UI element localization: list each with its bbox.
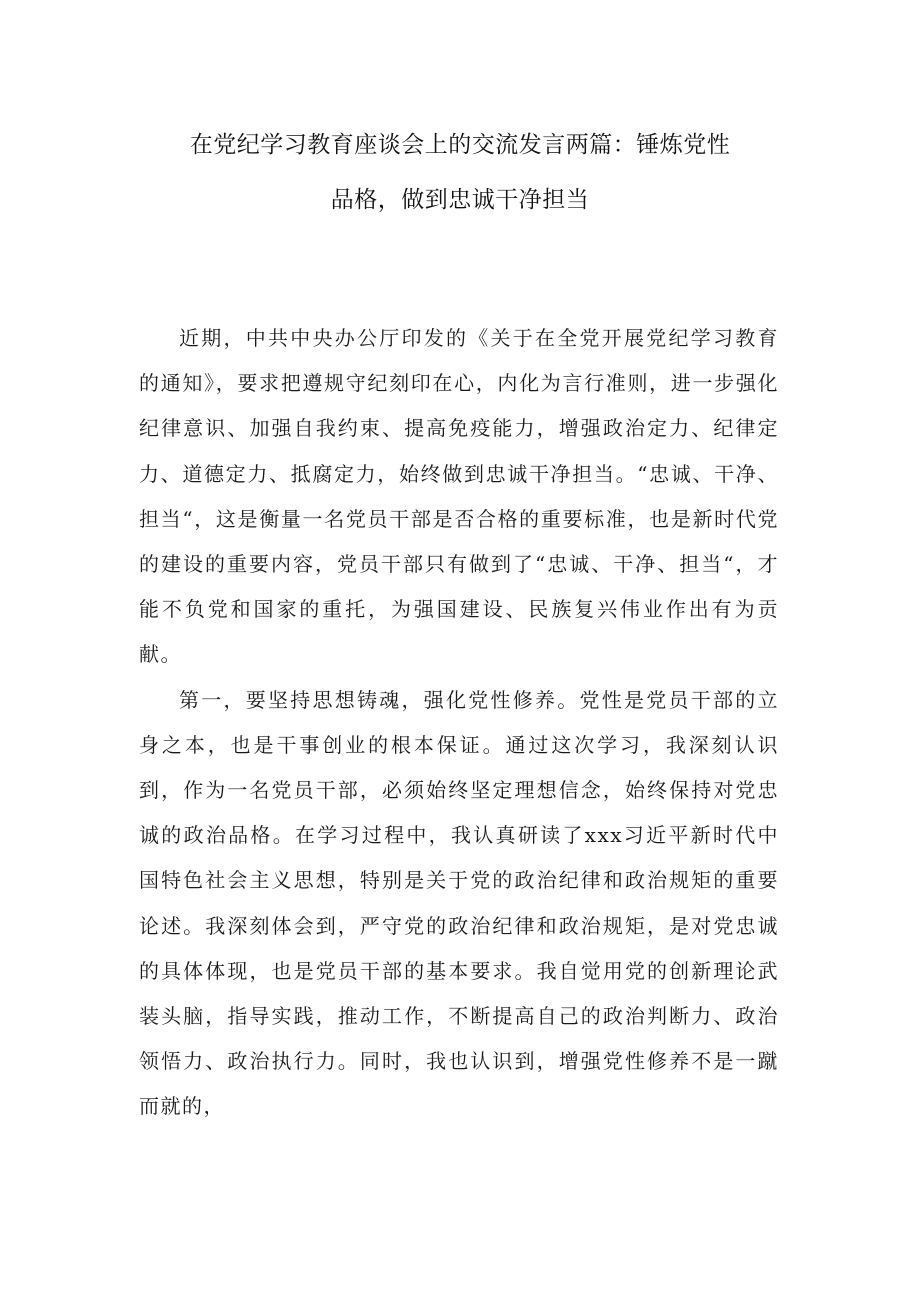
document-body [139, 316, 779, 1130]
paragraph-intro: 近期，中共中央办公厅印发的《关于在全党开展党纪学习教育的通知》，要求把遵规守纪刻印在心，内化为言行准则，进一步强化纪律意识、加强自我约束、提高免疫能力，增强政治定力、纪律定力、道德定力、抵腐定力，始终做到忠诚干净担当。“忠诚、干净、担当“，这是衡量一名党员干部是否合格的重要标准，也是新时代党的建设的重要内容，党员干部只有做到了“忠诚、干净、担当“，才能不负党和国家的重托，为强国建设、民族复兴伟业作出有为贡献。 [139, 326, 779, 667]
document-title [120, 118, 800, 228]
title-line-2: 品格，做到忠诚干净担当 [330, 187, 590, 213]
paragraph-first-point: 第一，要坚持思想铸魂，强化党性修养。党性是党员干部的立身之本，也是干事创业的根本保证。通过这次学习，我深刻认识到，作为一名党员干部，必须始终坚定理想信念，始终保持对党忠诚的政治品格。在学习过程中，我认真研读了xxx习近平新时代中国特色社会主义思想，特别是关于党的政治纪律和政治规矩的重要论述。我深刻体会到，严守党的政治纪律和政治规矩，是对党忠诚的具体体现，也是党员干部的基本要求。我自觉用党的创新理论武装头脑，指导实践，推动工作，不断提高自己的政治判断力、政治领悟力、政治执行力。同时，我也认识到，增强党性修养不是一蹴而就的， [139, 687, 779, 1119]
title-line-1: 在党纪学习教育座谈会上的交流发言两篇：锤炼党性 [189, 132, 731, 158]
